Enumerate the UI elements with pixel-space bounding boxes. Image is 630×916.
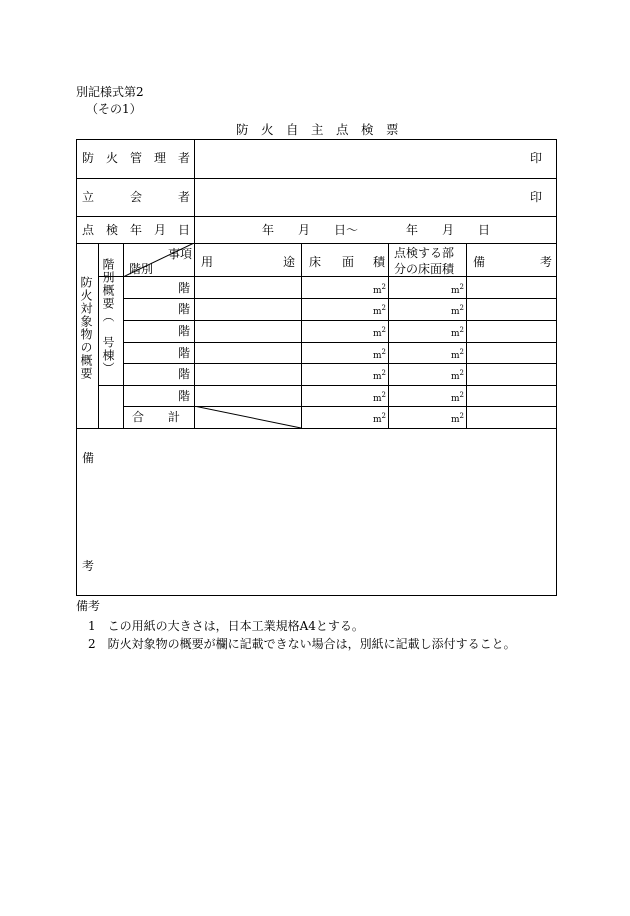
col-use-b: 途	[283, 255, 296, 269]
unit-m2: $m^2$	[451, 348, 465, 361]
unit-m2: $m^2$	[373, 304, 387, 317]
unit-m2: $m^2$	[373, 391, 387, 404]
note-item: 2 防火対象物の概要が欄に記載できない場合は，別紙に記載し添付すること。	[88, 637, 516, 651]
floor-label: 階	[178, 324, 191, 338]
floor-label: 階	[178, 346, 191, 360]
unit-m2: $m^2$	[451, 304, 465, 317]
remarks-box-bottom: 考	[82, 559, 95, 573]
floor-label: 階	[178, 281, 191, 295]
floor-label: 階	[178, 302, 191, 316]
col-use-a: 用	[201, 255, 214, 269]
unit-m2: $m^2$	[451, 369, 465, 382]
unit-m2: $m^2$	[373, 369, 387, 382]
total-label: 合 計	[132, 410, 181, 424]
manager-label: 防 火 管 理 者	[82, 151, 191, 165]
unit-m2: $m^2$	[373, 412, 387, 425]
notes-heading: 備考	[76, 599, 101, 613]
col-inspect-line1: 点検する部	[394, 246, 455, 260]
manager-seal: 印	[530, 151, 543, 165]
unit-m2: $m^2$	[451, 391, 465, 404]
witness-label: 立 会 者	[82, 190, 191, 204]
corner-floor-label: 階別	[129, 262, 154, 276]
unit-m2: $m^2$	[451, 326, 465, 339]
date-range: 年 月 日〜 年 月 日	[262, 223, 491, 237]
form-number: 別記様式第2	[76, 85, 144, 99]
overview-outer-label: 防火対象物の概要	[79, 276, 93, 380]
col-inspect-line2: 分の床面積	[394, 262, 455, 276]
form-subnumber: （その1）	[86, 102, 142, 116]
witness-seal: 印	[530, 190, 543, 204]
note-item: 1 この用紙の大きさは，日本工業規格A4とする。	[88, 619, 364, 633]
unit-m2: $m^2$	[373, 283, 387, 296]
total-diagonal	[194, 406, 302, 429]
floor-label: 階	[178, 389, 191, 403]
floor-label: 階	[178, 367, 191, 381]
col-area-b: 面	[342, 255, 355, 269]
col-note-b: 考	[540, 255, 553, 269]
col-note-a: 備	[473, 255, 486, 269]
corner-item-label: 事項	[168, 247, 193, 261]
col-area-c: 積	[373, 255, 386, 269]
unit-m2: $m^2$	[451, 283, 465, 296]
col-area-a: 床	[309, 255, 322, 269]
date-label: 点 検 年 月 日	[82, 223, 191, 237]
remarks-box-top: 備	[82, 451, 95, 465]
page-title: 防 火 自 主 点 検 票	[236, 122, 399, 137]
overview-inner-label: 階別概要（ 号棟）	[101, 258, 115, 375]
unit-m2: $m^2$	[373, 326, 387, 339]
unit-m2: $m^2$	[373, 348, 387, 361]
unit-m2: $m^2$	[451, 412, 465, 425]
